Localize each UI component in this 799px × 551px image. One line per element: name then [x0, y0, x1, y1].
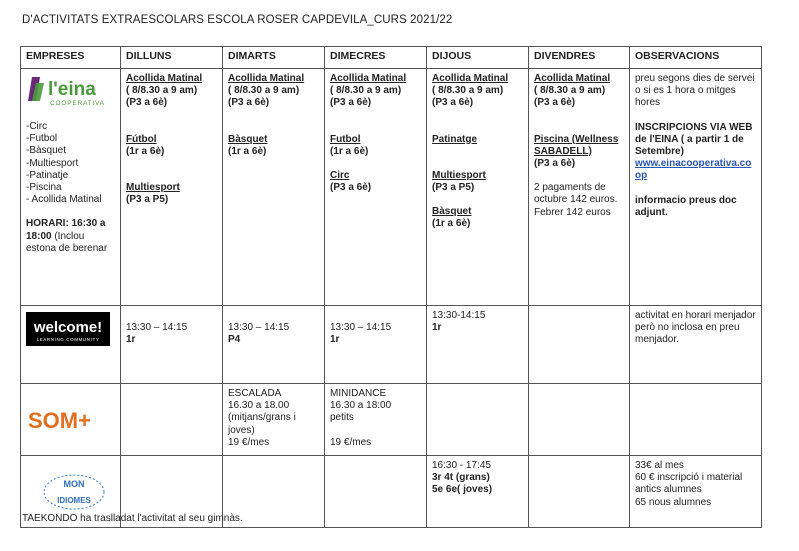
eina-divendres-cell [529, 69, 630, 306]
observation-text: activitat en horari menjador però no inclosa en preu menjador. [635, 310, 756, 346]
payment-note: 2 pagaments de octubre 142 euros. Febrer 142 euros [534, 182, 618, 218]
eina-logo [26, 73, 116, 109]
observation-text: preu segons dies de servei o si es 1 hora o mitges hores [635, 73, 755, 109]
eina-activity: -Multiesport [26, 157, 79, 169]
eina-web-link[interactable]: www.einacooperativa.coop [635, 158, 752, 182]
activity-grades: (P3 a P5) [432, 182, 475, 194]
eina-activity: -Futbol [26, 133, 58, 145]
welcome-logo-text: welcome! [33, 319, 103, 336]
activity-grades: (P3 a 6è) [534, 97, 576, 109]
footer-note: TAEKONDO ha traslladat l'activitat al seu gimnàs. [22, 513, 243, 524]
som-dimarts-cell [223, 384, 325, 456]
activity-time: 16.30 a 18:00 [330, 400, 392, 412]
eina-logo-text: l'eina [48, 79, 96, 100]
table-row-welcome [21, 306, 762, 384]
activity-grades: (1r a 6è) [228, 145, 267, 157]
activity-name: Acollida Matinal [534, 73, 611, 84]
mon-idiomes-logo-bottom: IDIOMES [57, 495, 91, 505]
header-divendres: DIVENDRES [529, 47, 630, 69]
page-title: D'ACTIVITATS EXTRAESCOLARS ESCOLA ROSER CAPDEVILA_CURS 2021/22 [22, 14, 453, 26]
activity-name: Acollida Matinal [228, 73, 305, 84]
activity-grades: (P3 a 6è) [228, 97, 270, 109]
header-dimecres: DIMECRES [325, 47, 427, 69]
som-dijous-cell [427, 384, 529, 456]
welcome-divendres-cell [529, 306, 630, 384]
eina-company-cell [21, 69, 121, 306]
mon-idiomes-dimecres-cell [325, 456, 427, 528]
eina-dimarts-cell [223, 69, 325, 306]
mon-idiomes-dijous-cell [427, 456, 529, 528]
observation-text: 60 € inscripció i material antics alumnes [635, 472, 743, 496]
welcome-observacions-cell [630, 306, 762, 384]
header-observacions: OBSERVACIONS [630, 47, 762, 69]
eina-observacions-cell [630, 69, 762, 306]
activity-grades: 3r 4t (grans) [432, 472, 490, 484]
activity-grades: (P3 a 6è) [330, 97, 372, 109]
activity-name: Piscina (Wellness SABADELL) [534, 133, 619, 157]
activity-grades: (1r a 6è) [432, 218, 471, 230]
activity-time: 16:30 - 17:45 [432, 460, 491, 471]
activity-time: 13:30 – 14:15 [330, 322, 392, 333]
activities-table [20, 46, 762, 528]
activity-price: 19 €/mes [330, 436, 372, 448]
eina-activity: -Piscina [26, 182, 62, 194]
activity-name: ESCALADA [228, 388, 282, 399]
eina-horari [26, 218, 115, 255]
som-divendres-cell [529, 384, 630, 456]
welcome-dimarts-cell [223, 306, 325, 384]
welcome-dimecres-cell [325, 306, 427, 384]
inscription-note: INSCRIPCIONS VIA WEB de l'EINA ( a partir 1 de Setembre) [635, 121, 753, 158]
welcome-dilluns-cell [121, 306, 223, 384]
eina-dijous-cell [427, 69, 529, 306]
activity-time: 13:30 – 14:15 [126, 322, 188, 333]
header-row [21, 47, 762, 69]
activity-name: Bàsquet [432, 206, 472, 218]
header-dijous: DIJOUS [427, 47, 529, 69]
mon-idiomes-logo [34, 470, 114, 514]
activity-name: Fútbol [126, 133, 157, 145]
observation-text: 33€ al mes [635, 460, 684, 471]
activity-name: Circ [330, 170, 350, 182]
activity-name: MINIDANCE [330, 388, 387, 399]
activity-grades: petits [330, 412, 354, 424]
activity-name: Acollida Matinal [330, 73, 407, 84]
activity-grades: (1r a 6è) [126, 145, 165, 157]
table-row-eina [21, 69, 762, 306]
mon-idiomes-logo-top: MON [63, 478, 85, 489]
som-company-cell [21, 384, 121, 456]
activity-grades: (P3 a 6è) [126, 97, 168, 109]
activity-grades: (mitjans/grans i joves) [228, 412, 296, 436]
activity-grades: (P3 a 6è) [432, 97, 474, 109]
activity-name: Acollida Matinal [126, 73, 203, 84]
eina-horari-rest: (Inclou estona de berenar [26, 230, 108, 254]
activity-grades: (P3 a 6è) [330, 182, 372, 194]
activity-time: ( 8/8.30 a 9 am) [534, 85, 606, 97]
activity-grades: 1r [432, 322, 442, 334]
welcome-logo-sub: LEARNING COMMUNITY [36, 337, 100, 342]
eina-dimecres-cell [325, 69, 427, 306]
price-info-note: informacio preus doc adjunt. [635, 194, 737, 218]
eina-logo-sub: COOPERATIVA [50, 100, 105, 107]
activity-name: Patinatge [432, 133, 478, 145]
observation-text: 65 nous alumnes [635, 496, 712, 508]
activity-name: Multiesport [126, 182, 180, 194]
som-dilluns-cell [121, 384, 223, 456]
mon-idiomes-observacions-cell [630, 456, 762, 528]
activity-grades: (1r a 6è) [330, 145, 369, 157]
activity-grades: (P3 a P5) [126, 194, 169, 206]
eina-activity: -Circ [26, 121, 48, 132]
activity-time: 13:30-14:15 [432, 310, 486, 321]
activity-grades: 1r [330, 334, 340, 346]
activity-time: ( 8/8.30 a 9 am) [432, 85, 504, 97]
mon-idiomes-divendres-cell [529, 456, 630, 528]
som-logo-text: SOM+ [28, 407, 91, 433]
som-logo [26, 406, 112, 434]
activity-time: ( 8/8.30 a 9 am) [126, 85, 198, 97]
header-dilluns: DILLUNS [121, 47, 223, 69]
activity-name: Futbol [330, 133, 361, 145]
welcome-logo [26, 312, 110, 346]
activity-grades: P4 [228, 334, 241, 346]
activity-name: Bàsquet [228, 133, 268, 145]
eina-horari-bold: HORARI: 16:30 a 18:00 [26, 218, 106, 242]
activity-time: 16.30 a 18.00 [228, 400, 290, 412]
activity-name: Acollida Matinal [432, 73, 509, 84]
som-dimecres-cell [325, 384, 427, 456]
eina-activity: -Bàsquet [26, 145, 67, 157]
activity-time: ( 8/8.30 a 9 am) [330, 85, 402, 97]
eina-activity: - Acollida Matinal [26, 194, 102, 206]
eina-dilluns-cell [121, 69, 223, 306]
table-row-som [21, 384, 762, 456]
activity-time: ( 8/8.30 a 9 am) [228, 85, 300, 97]
activity-grades: 5e 6e( joves) [432, 484, 493, 496]
activity-name: Multiesport [432, 169, 486, 181]
eina-activity: -Patinatje [26, 169, 69, 181]
welcome-company-cell [21, 306, 121, 384]
som-observacions-cell [630, 384, 762, 456]
activity-grades: (P3 a 6è) [534, 158, 576, 170]
welcome-dijous-cell [427, 306, 529, 384]
activity-price: 19 €/mes [228, 436, 270, 448]
header-dimarts: DIMARTS [223, 47, 325, 69]
activity-grades: 1r [126, 334, 136, 346]
activity-time: 13:30 – 14:15 [228, 322, 290, 333]
header-empreses: EMPRESES [21, 47, 121, 69]
